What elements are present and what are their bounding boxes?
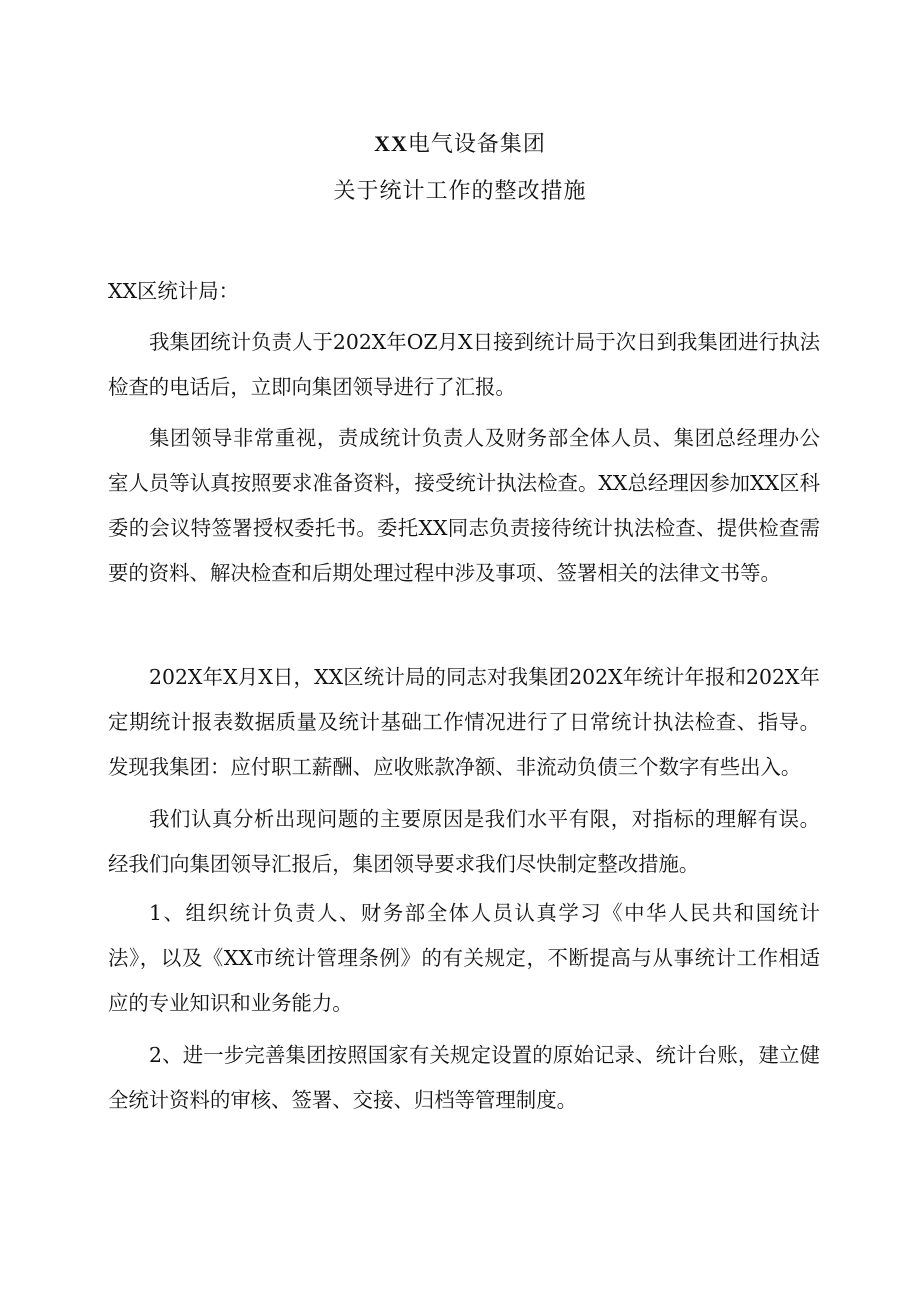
paragraph-3: 202X年X月X日，XX区统计局的同志对我集团202X年统计年报和202X年定期统计报表数据质量及统计基础工作情况进行了日常统计执法检查、指导。发现我集团：应付职工薪酬、应收账款净额、非流动负债三个数字有些出入。 bbox=[108, 665, 820, 779]
salutation: XX区统计局： bbox=[108, 279, 239, 303]
document-title-organization bbox=[0, 127, 920, 158]
title-org-latin: XX bbox=[374, 131, 408, 156]
paragraph-1: 我集团统计负责人于202X年OZ月X日接到统计局于次日到我集团进行执法检查的电话后，立即向集团领导进行了汇报。 bbox=[108, 330, 820, 399]
paragraph-2: 集团领导非常重视，责成统计负责人及财务部全体人员、集团总经理办公室人员等认真按照要求准备资料，接受统计执法检查。XX总经理因参加XX区科委的会议特签署授权委托书。委托XX同志负责接待统计执法检查、提供检查需要的资料、解决检查和后期处理过程中涉及事项、签署相关的法律文书等。 bbox=[108, 426, 820, 585]
paragraph-6-measure-2: 2、进一步完善集团按照国家有关规定设置的原始记录、统计台账，建立健全统计资料的审核、签署、交接、归档等管理制度。 bbox=[108, 1043, 820, 1112]
document-title-subject: 关于统计工作的整改措施 bbox=[333, 179, 587, 204]
paragraph-5-measure-1: 1、组织统计负责人、财务部全体人员认真学习《中华人民共和国统计法》，以及《XX市统计管理条例》的有关规定，不断提高与从事统计工作相适应的专业知识和业务能力。 bbox=[108, 901, 820, 1015]
paragraph-4: 我们认真分析出现问题的主要原因是我们水平有限，对指标的理解有误。经我们向集团领导汇报后，集团领导要求我们尽快制定整改措施。 bbox=[108, 807, 820, 876]
title-org-rest: 电气设备集团 bbox=[407, 132, 546, 157]
